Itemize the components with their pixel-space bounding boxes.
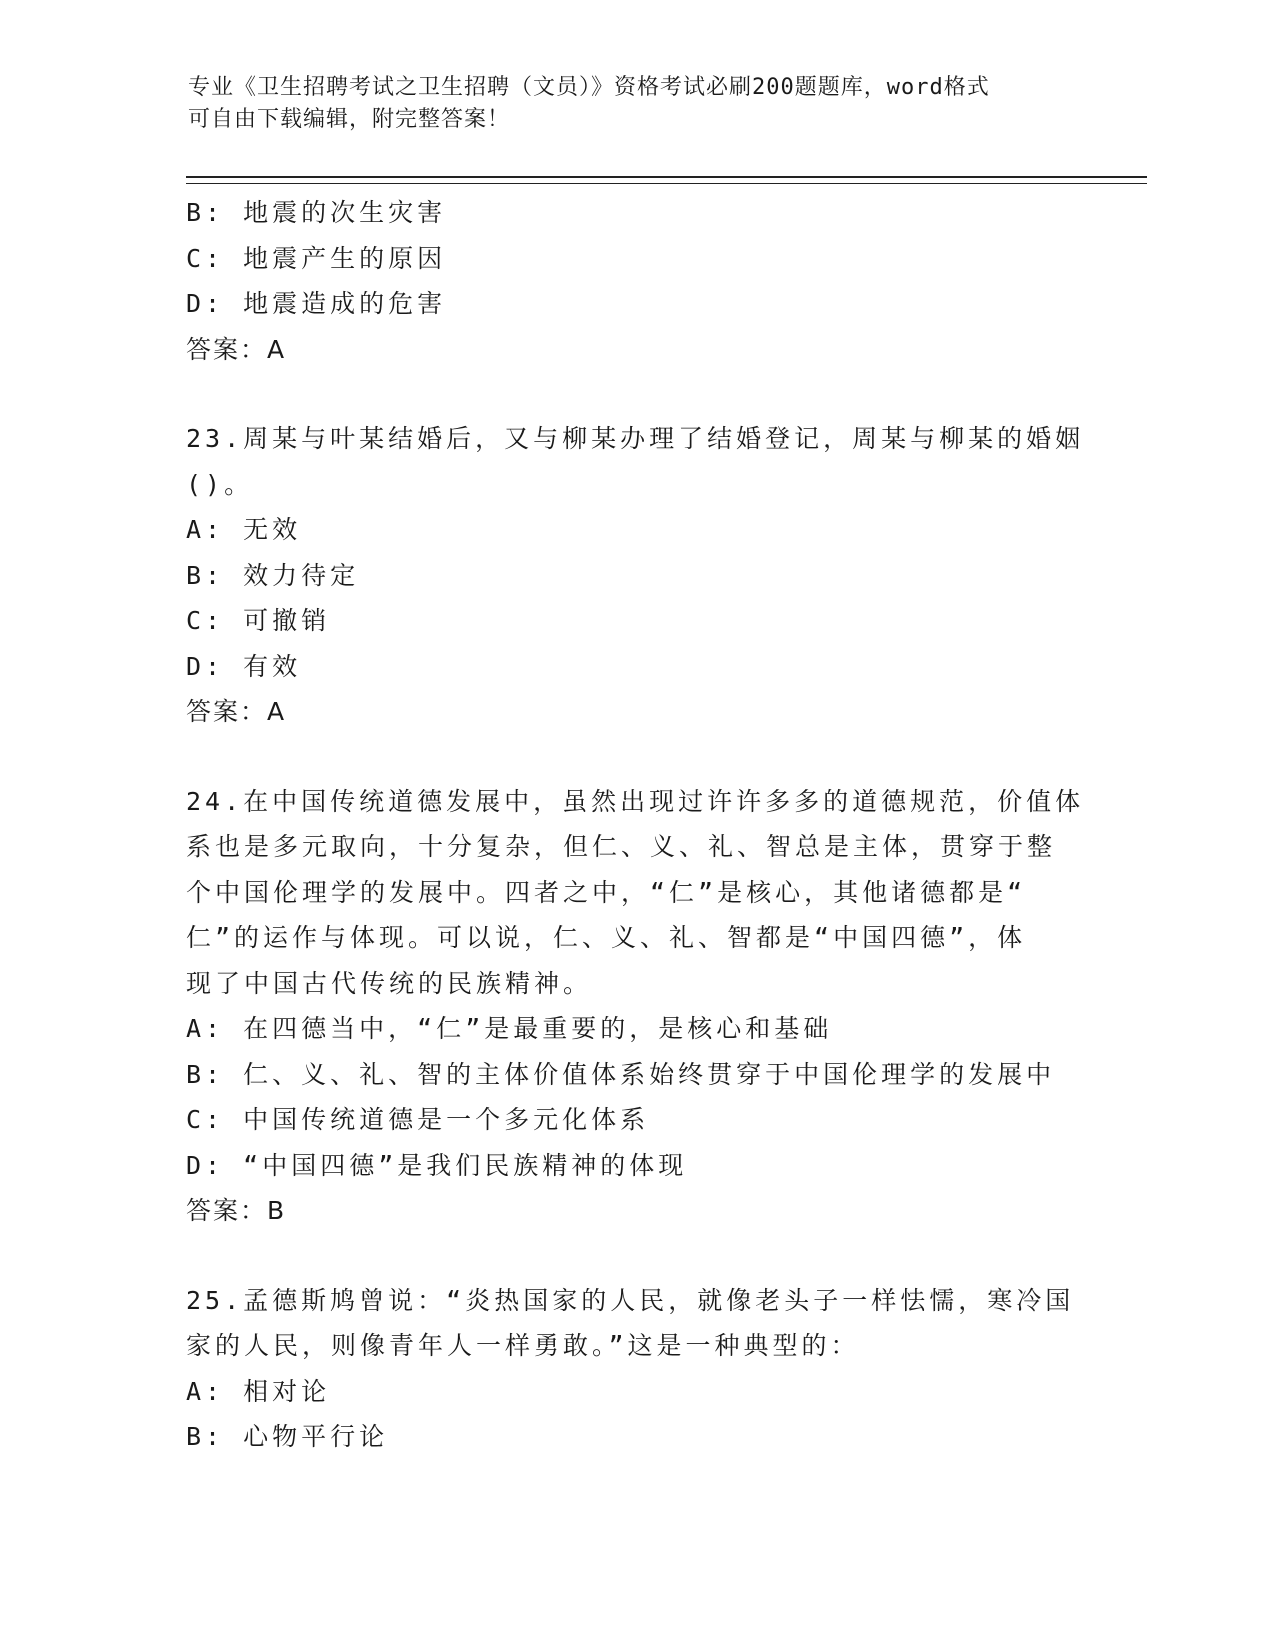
option-c: C: 地震产生的原因 bbox=[186, 243, 447, 273]
option-d: D: “中国四德”是我们民族精神的体现 bbox=[186, 1150, 688, 1180]
header-line-2: 可自由下载编辑，附完整答案！ bbox=[188, 107, 511, 132]
question-stem-line: 系也是多元取向，十分复杂，但仁、义、礼、智总是主体，贯穿于整 bbox=[186, 832, 1057, 861]
option-b: B: 效力待定 bbox=[186, 560, 360, 590]
question-stem-line: ()。 bbox=[186, 469, 254, 499]
header-line-1: 专业《卫生招聘考试之卫生招聘（文员）》资格考试必刷200题题库，word格式 bbox=[188, 75, 990, 100]
option-b: B: 仁、义、礼、智的主体价值体系始终贯穿于中国伦理学的发展中 bbox=[186, 1059, 1056, 1089]
option-b: B: 地震的次生灾害 bbox=[186, 198, 447, 227]
page-header bbox=[188, 72, 1068, 136]
question-stem-line: 现了中国古代传统的民族精神。 bbox=[186, 968, 593, 998]
question-stem-line: 仁”的运作与体现。可以说，仁、义、礼、智都是“中国四德”，体 bbox=[186, 923, 1027, 952]
question-stem-line: 家的人民，则像青年人一样勇敢。”这是一种典型的： bbox=[186, 1331, 860, 1360]
question-stem-line: 23.周某与叶某结婚后，又与柳某办理了结婚登记，周某与柳某的婚姻 bbox=[186, 424, 1085, 453]
option-a: A: 无效 bbox=[186, 515, 302, 544]
option-a: A: 相对论 bbox=[186, 1376, 331, 1406]
option-c: C: 中国传统道德是一个多元化体系 bbox=[186, 1105, 650, 1134]
question-24 bbox=[186, 779, 1085, 1234]
spacer bbox=[186, 735, 1066, 779]
spacer bbox=[186, 1234, 1066, 1278]
option-d: D: 地震造成的危害 bbox=[186, 289, 447, 318]
spacer bbox=[186, 372, 1066, 416]
header-divider bbox=[186, 176, 1147, 184]
answer: 答案：A bbox=[186, 334, 287, 364]
answer: 答案：B bbox=[186, 1196, 287, 1225]
question-25 bbox=[186, 1278, 1075, 1460]
option-b: B: 心物平行论 bbox=[186, 1422, 389, 1451]
question-23 bbox=[186, 416, 1085, 735]
option-d: D: 有效 bbox=[186, 651, 302, 681]
question-stem-line: 个中国伦理学的发展中。四者之中，“仁”是核心，其他诸德都是“ bbox=[186, 877, 1027, 907]
option-a: A: 在四德当中，“仁”是最重要的，是核心和基础 bbox=[186, 1014, 833, 1043]
question-22 bbox=[186, 190, 1066, 372]
question-stem-line: 25.孟德斯鸠曾说：“炎热国家的人民，就像老头子一样怯懦，寒冷国 bbox=[186, 1285, 1075, 1315]
option-c: C: 可撤销 bbox=[186, 606, 331, 635]
question-list bbox=[186, 190, 1085, 1460]
question-stem-line: 24.在中国传统道德发展中，虽然出现过许许多多的道德规范，价值体 bbox=[186, 786, 1085, 816]
answer: 答案：A bbox=[186, 697, 287, 726]
